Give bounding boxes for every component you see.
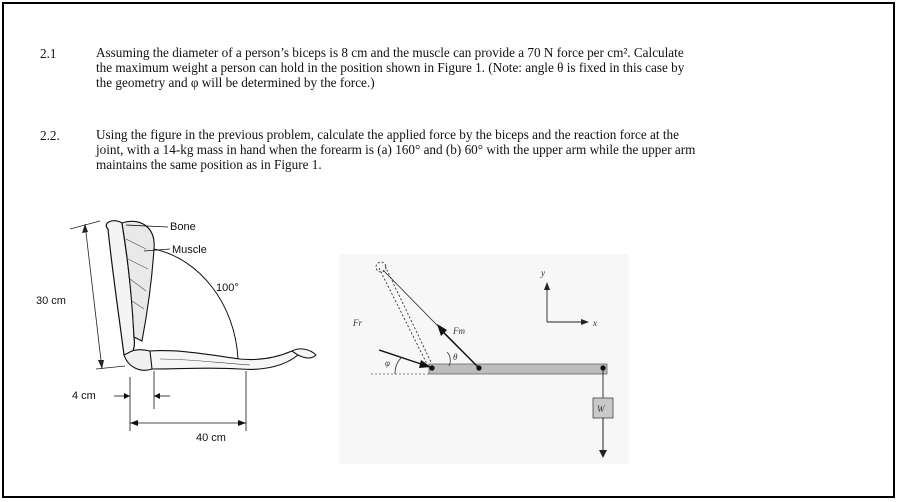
problem-2-2-line-3: maintains the same position as in Figure 1. (96, 157, 322, 172)
phi-label: φ (385, 358, 390, 368)
upper-arm-length-label: 30 cm (36, 295, 66, 307)
problem-2-1-line-2: the maximum weight a person can hold in the position shown in Figure 1. (Note: angle θ is fixed in this case by (96, 60, 685, 75)
forearm-length-label: 40 cm (196, 432, 226, 444)
weight-label: W (597, 404, 605, 414)
force-m-label: Fm (453, 326, 465, 336)
problem-number-2-2: 2.2. (40, 128, 60, 143)
muscle-label: Muscle (172, 244, 207, 256)
problem-2-2-text (96, 127, 866, 172)
document-page (2, 2, 895, 498)
tendon-distance-label: 4 cm (72, 390, 96, 402)
free-body-diagram (339, 254, 629, 464)
theta-label: θ (453, 352, 458, 362)
problem-2-2-line-2: joint, with a 14-kg mass in hand when the forearm is (a) 160° and (b) 60° with the upper arm while the upper arm (96, 142, 696, 157)
bone-label: Bone (170, 221, 196, 233)
arm-figure (30, 209, 320, 454)
problem-2-1-line-3: the geometry and φ will be determined by the force.) (96, 75, 375, 90)
problem-2-1-text (96, 45, 866, 90)
angle-label: 100° (216, 282, 239, 294)
problem-number-2-1: 2.1 (40, 46, 57, 61)
force-r-label: Fr (353, 318, 362, 328)
axis-y-label: y (541, 268, 545, 278)
axis-x-label: x (593, 318, 597, 328)
problem-2-2-line-1: Using the figure in the previous problem, calculate the applied force by the biceps and the reaction force at the (96, 127, 679, 142)
problem-2-1-line-1: Assuming the diameter of a person’s biceps is 8 cm and the muscle can provide a 70 N force per cm². Calculate (96, 45, 684, 60)
